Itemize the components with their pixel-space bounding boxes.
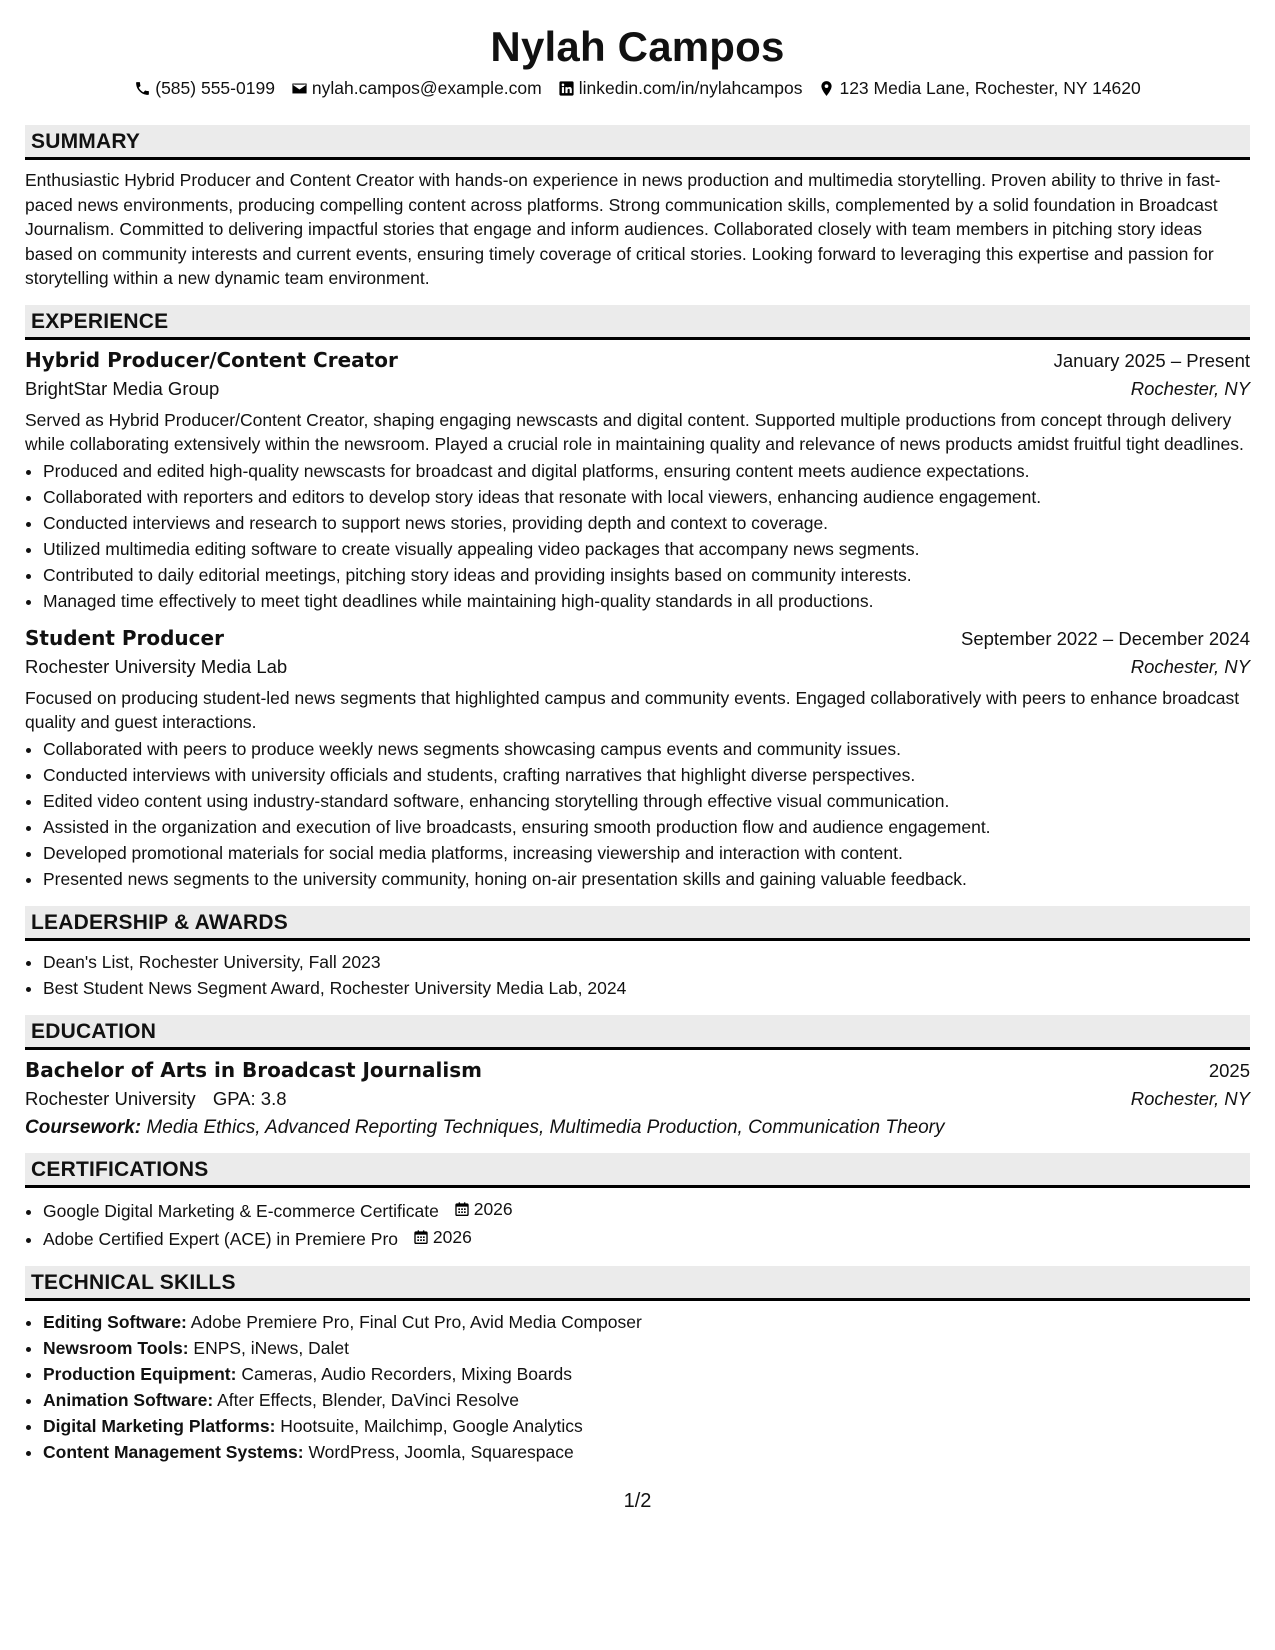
skill-label: Editing Software: <box>43 1311 187 1332</box>
gpa: GPA: 3.8 <box>212 1087 287 1109</box>
list-item: • Contributed to daily editorial meetings, pitching story ideas and providing insights based on community interests. <box>43 562 1250 588</box>
certifications-list <box>25 1196 1250 1252</box>
list-item: • Managed time effectively to meet tight deadlines while maintaining high-quality standards in all productions. <box>43 588 1250 614</box>
job-bullets <box>25 736 1250 892</box>
calendar-icon <box>454 1201 470 1217</box>
skill-value: After Effects, Blender, DaVinci Resolve <box>217 1389 519 1410</box>
school-name: Rochester University <box>25 1087 196 1109</box>
job-title: Student Producer <box>25 625 224 650</box>
job-bullets <box>25 458 1250 614</box>
list-item: • Collaborated with peers to produce weekly news segments showcasing campus events and community issues. <box>43 736 1250 762</box>
graduation-year: 2025 <box>1208 1059 1250 1081</box>
coursework-list: Media Ethics, Advanced Reporting Techniques, Multimedia Production, Communication Theory <box>146 1116 945 1138</box>
skill-value: Hootsuite, Mailchimp, Google Analytics <box>280 1415 583 1436</box>
contact-address <box>818 78 1140 99</box>
job-description: Focused on producing student-led news segments that highlighted campus and community events. Engaged collaboratively with peers to enhance broadcast quality and guest interactions. <box>25 687 1240 732</box>
list-item: • Conducted interviews and research to support news stories, providing depth and context to coverage. <box>43 510 1250 536</box>
linkedin-text: linkedin.com/in/nylahcampos <box>578 78 803 98</box>
job-date: September 2022 – December 2024 <box>961 627 1250 649</box>
list-item <box>43 1413 1250 1439</box>
envelope-icon <box>291 80 308 97</box>
job-company: BrightStar Media Group <box>25 377 220 399</box>
list-item <box>43 1224 1250 1252</box>
contact-email[interactable] <box>291 78 542 99</box>
list-item: • Best Student News Segment Award, Rochester University Media Lab, 2024 <box>43 975 1250 1001</box>
list-item: • Conducted interviews with university officials and students, crafting narratives that highlight diverse perspectives. <box>43 762 1250 788</box>
list-item <box>43 1335 1250 1361</box>
skills-section <box>25 1266 1250 1465</box>
cert-name: Adobe Certified Expert (ACE) in Premiere Pro <box>43 1228 398 1249</box>
resume-page <box>25 22 1250 1479</box>
map-pin-icon <box>818 80 835 97</box>
coursework-label: Coursework: <box>25 1116 142 1138</box>
section-title-certifications: CERTIFICATIONS <box>25 1153 1250 1188</box>
address-text: 123 Media Lane, Rochester, NY 14620 <box>839 78 1141 98</box>
coursework <box>25 1117 1250 1139</box>
skill-label: Digital Marketing Platforms: <box>43 1415 276 1436</box>
degree-title: Bachelor of Arts in Broadcast Journalism <box>25 1057 482 1082</box>
skill-value: WordPress, Joomla, Squarespace <box>308 1441 574 1462</box>
job-company: Rochester University Media Lab <box>25 655 288 677</box>
candidate-name: Nylah Campos <box>490 23 785 70</box>
linkedin-icon <box>558 80 575 97</box>
job-entry <box>25 626 1250 892</box>
list-item: • Dean's List, Rochester University, Fall 2023 <box>43 949 1250 975</box>
list-item: • Edited video content using industry-standard software, enhancing storytelling through effective visual communication. <box>43 788 1250 814</box>
cert-year: 2026 <box>473 1198 513 1219</box>
skill-value: Cameras, Audio Recorders, Mixing Boards <box>241 1363 573 1384</box>
experience-section <box>25 305 1250 892</box>
list-item <box>43 1387 1250 1413</box>
list-item <box>43 1196 1250 1224</box>
contact-bar <box>25 78 1250 99</box>
phone-text: (585) 555-0199 <box>155 78 275 98</box>
list-item: • Collaborated with reporters and editors to develop story ideas that resonate with local viewers, enhancing audience engagement. <box>43 484 1250 510</box>
list-item: • Produced and edited high-quality newscasts for broadcast and digital platforms, ensuring content meets audience expectations. <box>43 458 1250 484</box>
skills-list <box>25 1309 1250 1465</box>
section-title-experience: EXPERIENCE <box>25 305 1250 340</box>
list-item <box>43 1309 1250 1335</box>
section-title-education: EDUCATION <box>25 1015 1250 1050</box>
job-description: Served as Hybrid Producer/Content Creator, shaping engaging newscasts and digital content. Supported multiple productions from concept through delivery while collaborating extensively within the newsroom. Played a crucial role in maintaining quality and relevance of news products amidst fruitful tight deadlines. <box>25 409 1244 454</box>
cert-name: Google Digital Marketing & E-commerce Certificate <box>43 1200 439 1221</box>
job-location: Rochester, NY <box>1130 377 1250 399</box>
list-item: • Developed promotional materials for social media platforms, increasing viewership and interaction with content. <box>43 840 1250 866</box>
skill-label: Newsroom Tools: <box>43 1337 189 1358</box>
cert-year: 2026 <box>432 1226 472 1247</box>
certifications-section <box>25 1153 1250 1252</box>
contact-linkedin[interactable] <box>558 78 803 99</box>
awards-section <box>25 906 1250 1001</box>
list-item: • Presented news segments to the university community, honing on-air presentation skills and gaining valuable feedback. <box>43 866 1250 892</box>
page-number: 1/2 <box>623 1490 652 1512</box>
skill-label: Animation Software: <box>43 1389 214 1410</box>
school-location: Rochester, NY <box>1130 1087 1250 1109</box>
awards-list <box>25 949 1250 1001</box>
list-item: • Utilized multimedia editing software to create visually appealing video packages that accompany news segments. <box>43 536 1250 562</box>
list-item: • Assisted in the organization and execution of live broadcasts, ensuring smooth production flow and audience engagement. <box>43 814 1250 840</box>
summary-text: Enthusiastic Hybrid Producer and Content Creator with hands-on experience in news production and multimedia storytelling. Proven ability to thrive in fast-paced news environments, producing compelling content across platforms. Strong communication skills, complemented by a solid foundation in Broadcast Journalism. Committed to delivering impactful stories that engage and inform audiences. Collaborated closely with team members in pitching story ideas based on community interests and current events, ensuring timely coverage of critical stories. Looking forward to leveraging this expertise and passion for storytelling within a new dynamic team environment. <box>25 170 1221 288</box>
skill-value: ENPS, iNews, Dalet <box>193 1337 350 1358</box>
job-entry <box>25 348 1250 614</box>
skill-label: Production Equipment: <box>43 1363 237 1384</box>
list-item <box>43 1439 1250 1465</box>
job-title: Hybrid Producer/Content Creator <box>25 347 398 372</box>
email-text: nylah.campos@example.com <box>311 78 542 98</box>
education-section <box>25 1015 1250 1139</box>
section-title-skills: TECHNICAL SKILLS <box>25 1266 1250 1301</box>
section-title-summary: SUMMARY <box>25 125 1250 160</box>
skill-label: Content Management Systems: <box>43 1441 304 1462</box>
section-title-awards: LEADERSHIP & AWARDS <box>25 906 1250 941</box>
summary-section <box>25 125 1250 291</box>
job-date: January 2025 – Present <box>1053 349 1250 371</box>
skill-value: Adobe Premiere Pro, Final Cut Pro, Avid Media Composer <box>190 1311 642 1332</box>
job-location: Rochester, NY <box>1130 655 1250 677</box>
contact-phone[interactable] <box>134 78 275 99</box>
calendar-icon <box>413 1229 429 1245</box>
list-item <box>43 1361 1250 1387</box>
phone-icon <box>134 80 151 97</box>
